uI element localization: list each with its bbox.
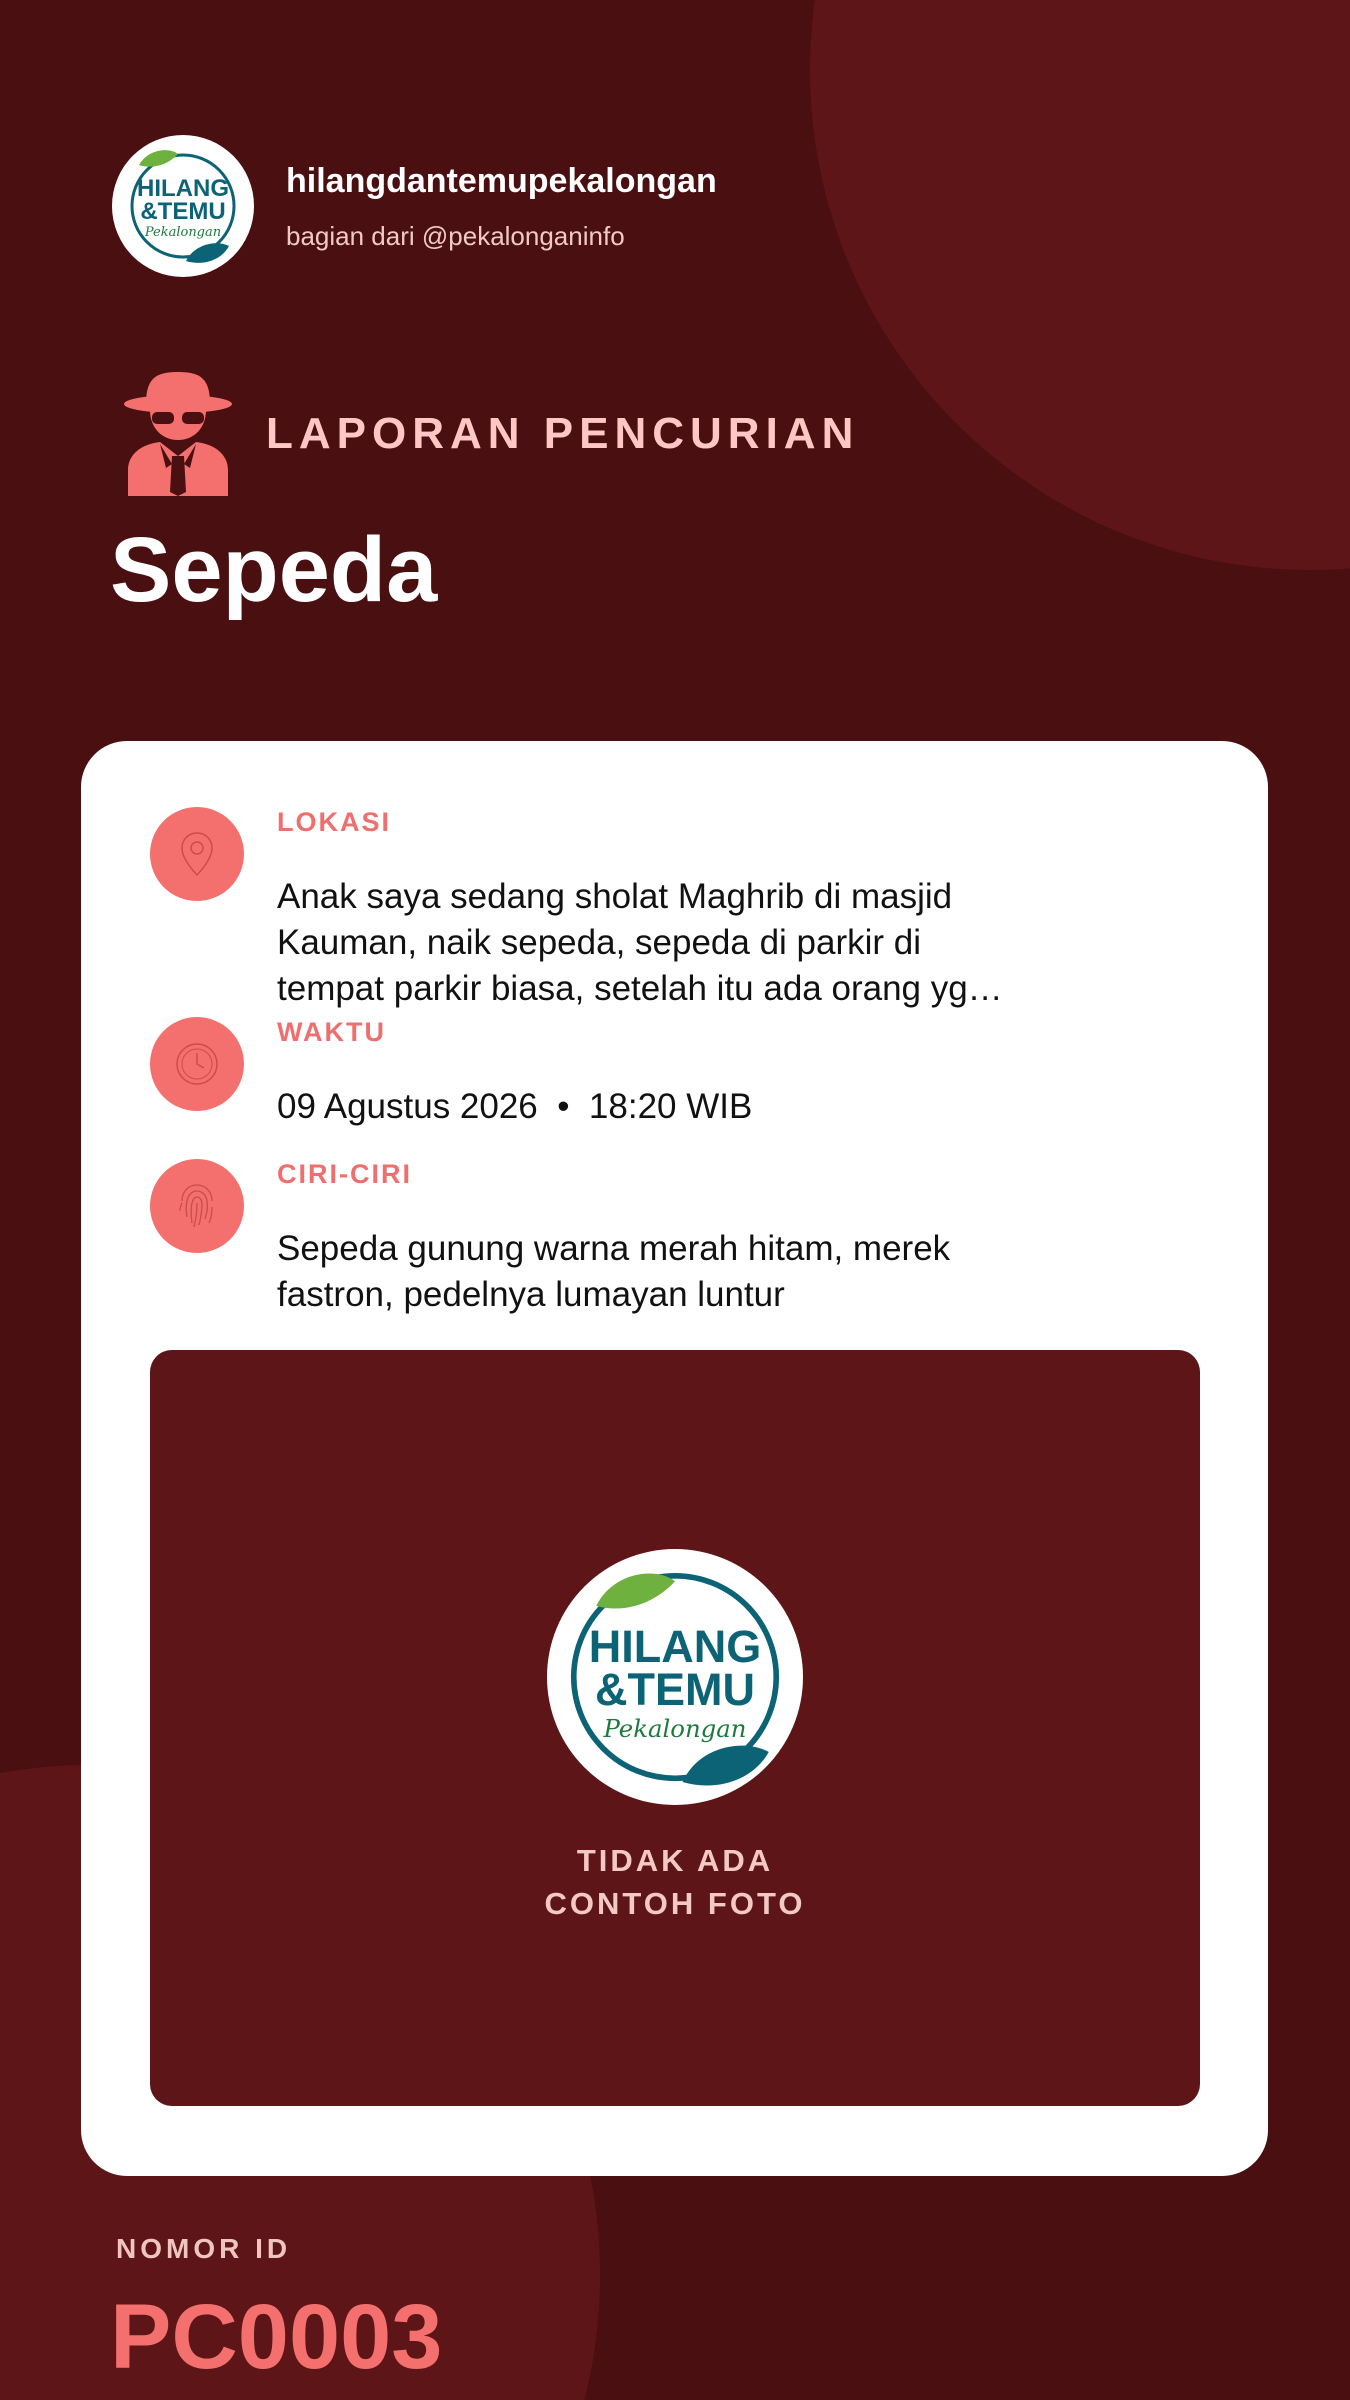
time-icon-circle [150,1017,244,1111]
report-type: LAPORAN PENCURIAN [266,409,860,458]
logo-line2: &TEMU [140,198,226,225]
characteristics-section [150,1159,1110,1329]
photo-logo [547,1549,803,1805]
logo-line1: HILANG [137,175,229,202]
account-header [112,135,717,277]
characteristics-icon-circle [150,1159,244,1253]
location-pin-icon [177,830,217,878]
location-icon-circle [150,807,244,901]
photo-logo-line3: Pekalongan [603,1714,747,1743]
background-circle-top [810,0,1350,570]
item-title: Sepeda [110,519,438,621]
report-type-row [120,372,859,496]
clock-icon [173,1040,221,1088]
no-photo-text [150,1839,1200,1925]
account-subtitle: bagian dari @pekalonganinfo [286,220,625,251]
photo-logo-line1: HILANG [588,1621,762,1672]
detective-icon [120,372,236,496]
no-photo-line2: CONTOH FOTO [544,1886,806,1921]
id-value: PC0003 [110,2286,443,2388]
time-value: 09 Agustus 2026 • 18:20 WIB [277,1087,753,1126]
fingerprint-icon [174,1181,220,1231]
id-label: NOMOR ID [116,2233,292,2264]
account-name[interactable]: hilangdantemupekalongan [286,161,717,200]
no-photo-line1: TIDAK ADA [576,1843,774,1878]
photo-logo-line2: &TEMU [595,1664,755,1716]
hilang-temu-logo-icon [119,142,247,270]
report-card [81,741,1268,2176]
time-section [150,1017,1110,1137]
location-section [150,807,1110,1007]
hilang-temu-logo-icon [555,1557,795,1797]
characteristics-label: CIRI-CIRI [277,1159,412,1189]
avatar[interactable] [112,135,254,277]
logo-line3: Pekalongan [144,225,222,240]
location-label: LOKASI [277,807,392,837]
time-label: WAKTU [277,1017,386,1047]
location-value: Anak saya sedang sholat Maghrib di masjid Kauman, naik sepeda, sepeda di parkir di tempat parkir biasa, setelah itu ada orang yg… [277,877,1003,1008]
characteristics-value: Sepeda gunung warna merah hitam, merek fastron, pedelnya lumayan luntur [277,1229,951,1314]
photo-placeholder[interactable] [150,1350,1200,2106]
